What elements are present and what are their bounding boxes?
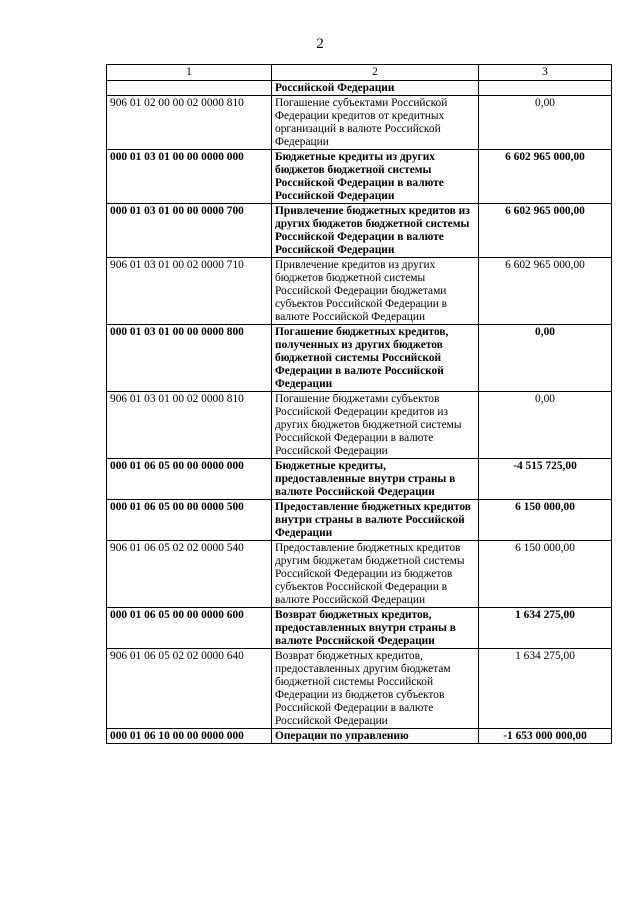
table-row — [107, 608, 612, 649]
table-row — [107, 258, 612, 325]
code-cell: 000 01 06 10 00 00 0000 000 — [107, 729, 272, 744]
name-cell: Бюджетные кредиты из других бюджетов бюджетной системы Российской Федерации в валюте Российской Федерации — [272, 150, 479, 204]
code-cell: 906 01 02 00 00 02 0000 810 — [107, 96, 272, 150]
table-row — [107, 541, 612, 608]
name-cell: Предоставление бюджетных кредитов внутри страны в валюте Российской Федерации — [272, 500, 479, 541]
table-body — [107, 81, 612, 744]
amount-cell: 6 602 965 000,00 — [479, 150, 612, 204]
table-row — [107, 729, 612, 744]
code-cell: 906 01 03 01 00 02 0000 710 — [107, 258, 272, 325]
amount-cell: -1 653 000 000,00 — [479, 729, 612, 744]
amount-cell: 0,00 — [479, 325, 612, 392]
amount-cell: 0,00 — [479, 96, 612, 150]
table-row — [107, 204, 612, 258]
name-cell: Погашение бюджетами субъектов Российской Федерации кредитов из других бюджетов бюджетной системы Российской Федерации в валюте Российской Федерации — [272, 392, 479, 459]
name-cell: Предоставление бюджетных кредитов другим бюджетам бюджетной системы Российской Федерации из бюджетов субъектов Российской Федерации в валюте Российской Федерации — [272, 541, 479, 608]
code-cell — [107, 81, 272, 96]
code-cell: 000 01 06 05 00 00 0000 500 — [107, 500, 272, 541]
code-cell: 000 01 06 05 00 00 0000 600 — [107, 608, 272, 649]
name-cell: Бюджетные кредиты, предоставленные внутри страны в валюте Российской Федерации — [272, 459, 479, 500]
amount-cell — [479, 81, 612, 96]
budget-sources-table — [106, 64, 612, 744]
amount-cell: 6 602 965 000,00 — [479, 258, 612, 325]
code-cell: 000 01 06 05 00 00 0000 000 — [107, 459, 272, 500]
table-row — [107, 325, 612, 392]
table-row — [107, 81, 612, 96]
page-number: 2 — [316, 36, 324, 52]
table-header — [107, 65, 612, 81]
name-cell: Возврат бюджетных кредитов, предоставленных другим бюджетам бюджетной системы Российской Федерации из бюджетов субъектов Российской Федерации в валюте Российской Федерации — [272, 649, 479, 729]
table-row — [107, 96, 612, 150]
table-row — [107, 459, 612, 500]
name-cell: Возврат бюджетных кредитов, предоставленных внутри страны в валюте Российской Федерации — [272, 608, 479, 649]
table-row — [107, 649, 612, 729]
code-cell: 000 01 03 01 00 00 0000 000 — [107, 150, 272, 204]
code-cell: 906 01 03 01 00 02 0000 810 — [107, 392, 272, 459]
name-cell: Погашение субъектами Российской Федерации кредитов от кредитных организаций в валюте Российской Федерации — [272, 96, 479, 150]
name-cell: Погашение бюджетных кредитов, полученных из других бюджетов бюджетной системы Российской Федерации в валюте Российской Федерации — [272, 325, 479, 392]
table-row — [107, 150, 612, 204]
header-col-3: 3 — [479, 65, 612, 81]
table-row — [107, 500, 612, 541]
name-cell: Привлечение бюджетных кредитов из других бюджетов бюджетной системы Российской Федерации в валюте Российской Федерации — [272, 204, 479, 258]
amount-cell: 6 602 965 000,00 — [479, 204, 612, 258]
name-cell: Привлечение кредитов из других бюджетов бюджетной системы Российской Федерации бюджетами субъектов Российской Федерации в валюте Российской Федерации — [272, 258, 479, 325]
code-cell: 906 01 06 05 02 02 0000 540 — [107, 541, 272, 608]
name-cell: Российской Федерации — [272, 81, 479, 96]
amount-cell: 1 634 275,00 — [479, 649, 612, 729]
amount-cell: 0,00 — [479, 392, 612, 459]
amount-cell: 6 150 000,00 — [479, 500, 612, 541]
amount-cell: -4 515 725,00 — [479, 459, 612, 500]
header-col-2: 2 — [272, 65, 479, 81]
amount-cell: 1 634 275,00 — [479, 608, 612, 649]
amount-cell: 6 150 000,00 — [479, 541, 612, 608]
code-cell: 000 01 03 01 00 00 0000 800 — [107, 325, 272, 392]
code-cell: 906 01 06 05 02 02 0000 640 — [107, 649, 272, 729]
name-cell: Операции по управлению — [272, 729, 479, 744]
table-row — [107, 392, 612, 459]
code-cell: 000 01 03 01 00 00 0000 700 — [107, 204, 272, 258]
header-col-1: 1 — [107, 65, 272, 81]
